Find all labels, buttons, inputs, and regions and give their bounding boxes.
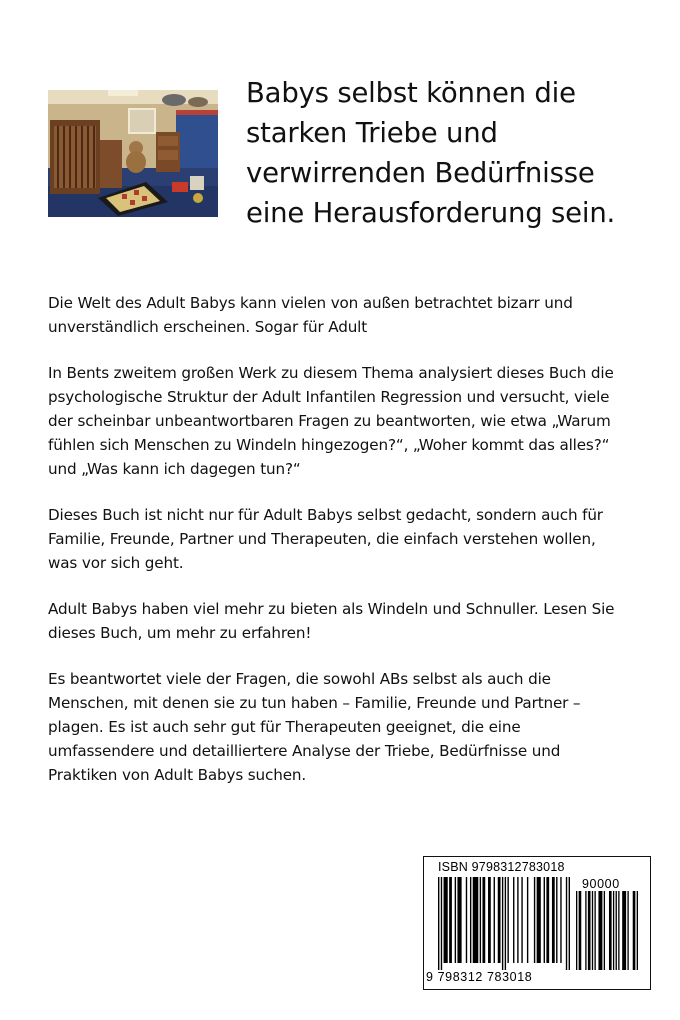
- paragraph-line: plagen. Es ist auch sehr gut für Therapeuten geeignet, die eine: [48, 718, 521, 736]
- paragraph-line: Es beantwortet viele der Fragen, die sowohl ABs selbst als auch die: [48, 670, 551, 688]
- barcode-bar: [594, 891, 595, 970]
- barcode-bar: [622, 891, 626, 970]
- barcode-bar: [494, 877, 495, 963]
- barcode-bar: [507, 877, 508, 963]
- barcode-bar: [566, 877, 567, 970]
- isbn-barcode: [423, 856, 651, 990]
- barcode-bar: [513, 877, 514, 963]
- barcode-bar: [560, 877, 561, 963]
- paragraph: [48, 291, 648, 339]
- barcode-bar: [441, 877, 442, 970]
- price-code: 90000: [582, 877, 620, 891]
- barcode-bar: [569, 877, 570, 970]
- barcode-bar: [616, 891, 617, 970]
- paragraph-line: der scheinbar unbeantwortbaren Fragen zu beantworten, wie etwa „Warum: [48, 412, 611, 430]
- barcode-bar: [488, 877, 491, 963]
- paragraph: [48, 361, 648, 481]
- barcode-bar: [438, 877, 439, 970]
- barcode-bar: [618, 891, 619, 970]
- ean13-bars: [438, 877, 570, 970]
- barcode-bar: [544, 877, 545, 963]
- paragraph-line: unverständlich erscheinen. Sogar für Adult: [48, 318, 368, 336]
- barcode-bar: [505, 877, 506, 970]
- barcode-bar: [604, 891, 605, 970]
- barcode-bar: [534, 877, 535, 963]
- paragraph: [48, 597, 648, 645]
- barcode-bar: [470, 877, 471, 963]
- barcode-bar: [637, 891, 638, 970]
- headline: [246, 73, 666, 233]
- paragraph-line: psychologische Struktur der Adult Infantilen Regression und versucht, viele: [48, 388, 610, 406]
- barcode-bar: [466, 877, 467, 963]
- isbn-label: ISBN 9798312783018: [438, 860, 565, 874]
- paragraph-line: umfassendere und detailliertere Analyse der Triebe, Bedürfnisse und: [48, 742, 561, 760]
- headline-line: Babys selbst können die: [246, 77, 576, 109]
- barcode-bar: [552, 877, 555, 963]
- paragraph-line: Praktiken von Adult Babys suchen.: [48, 766, 307, 784]
- barcode-bar: [588, 891, 591, 970]
- barcode-bar: [482, 877, 485, 963]
- paragraph-line: Die Welt des Adult Babys kann vielen von außen betrachtet bizarr und: [48, 294, 573, 312]
- barcode-bar: [598, 891, 602, 970]
- barcode-bar: [480, 877, 481, 963]
- barcode-bar: [444, 877, 448, 963]
- paragraph-line: fühlen sich Menschen zu Windeln hingezogen?“, „Woher kommt das alles?“: [48, 436, 610, 454]
- paragraph-line: und „Was kann ich dagegen tun?“: [48, 460, 301, 478]
- barcode-bar: [613, 891, 614, 970]
- paragraph: [48, 503, 648, 575]
- barcode-bar: [457, 877, 461, 963]
- isbn-digits: 9 798312 783018: [426, 970, 533, 984]
- paragraph-line: Menschen, mit denen sie zu tun haben – Familie, Freunde und Partner –: [48, 694, 581, 712]
- paragraph-line: Adult Babys haben viel mehr zu bieten als Windeln und Schnuller. Lesen Sie: [48, 600, 615, 618]
- addon-bars: [576, 891, 638, 970]
- barcode-bar: [585, 891, 586, 970]
- nursery-room-photo: [48, 90, 218, 217]
- barcode-bar: [579, 891, 582, 970]
- barcode-bar: [502, 877, 503, 970]
- barcode-bar: [546, 877, 549, 963]
- barcode-bar: [527, 877, 528, 963]
- barcode-bar: [556, 877, 557, 963]
- paragraph-line: Familie, Freunde, Partner und Therapeuten, die einfach verstehen wollen,: [48, 530, 596, 548]
- paragraph-line: dieses Buch, um mehr zu erfahren!: [48, 624, 312, 642]
- paragraph-line: was vor sich geht.: [48, 554, 184, 572]
- barcode-bar: [592, 891, 593, 970]
- barcode-bar: [609, 891, 612, 970]
- barcode-bar: [633, 891, 636, 970]
- barcode-bar: [455, 877, 456, 963]
- barcode-bar: [498, 877, 501, 963]
- barcode-bar: [517, 877, 518, 963]
- barcode-bar: [449, 877, 452, 963]
- barcode-bar: [537, 877, 541, 963]
- headline-line: eine Herausforderung sein.: [246, 197, 616, 229]
- paragraph: [48, 667, 648, 787]
- barcode-bar: [521, 877, 522, 963]
- blurb-text: [48, 291, 648, 809]
- headline-line: starken Triebe und: [246, 117, 498, 149]
- barcode-bar: [576, 891, 577, 970]
- paragraph-line: Dieses Buch ist nicht nur für Adult Babys selbst gedacht, sondern auch für: [48, 506, 603, 524]
- barcode-bar: [627, 891, 628, 970]
- headline-line: verwirrenden Bedürfnisse: [246, 157, 595, 189]
- barcode-bar: [473, 877, 479, 963]
- paragraph-line: In Bents zweitem großen Werk zu diesem Thema analysiert dieses Buch die: [48, 364, 614, 382]
